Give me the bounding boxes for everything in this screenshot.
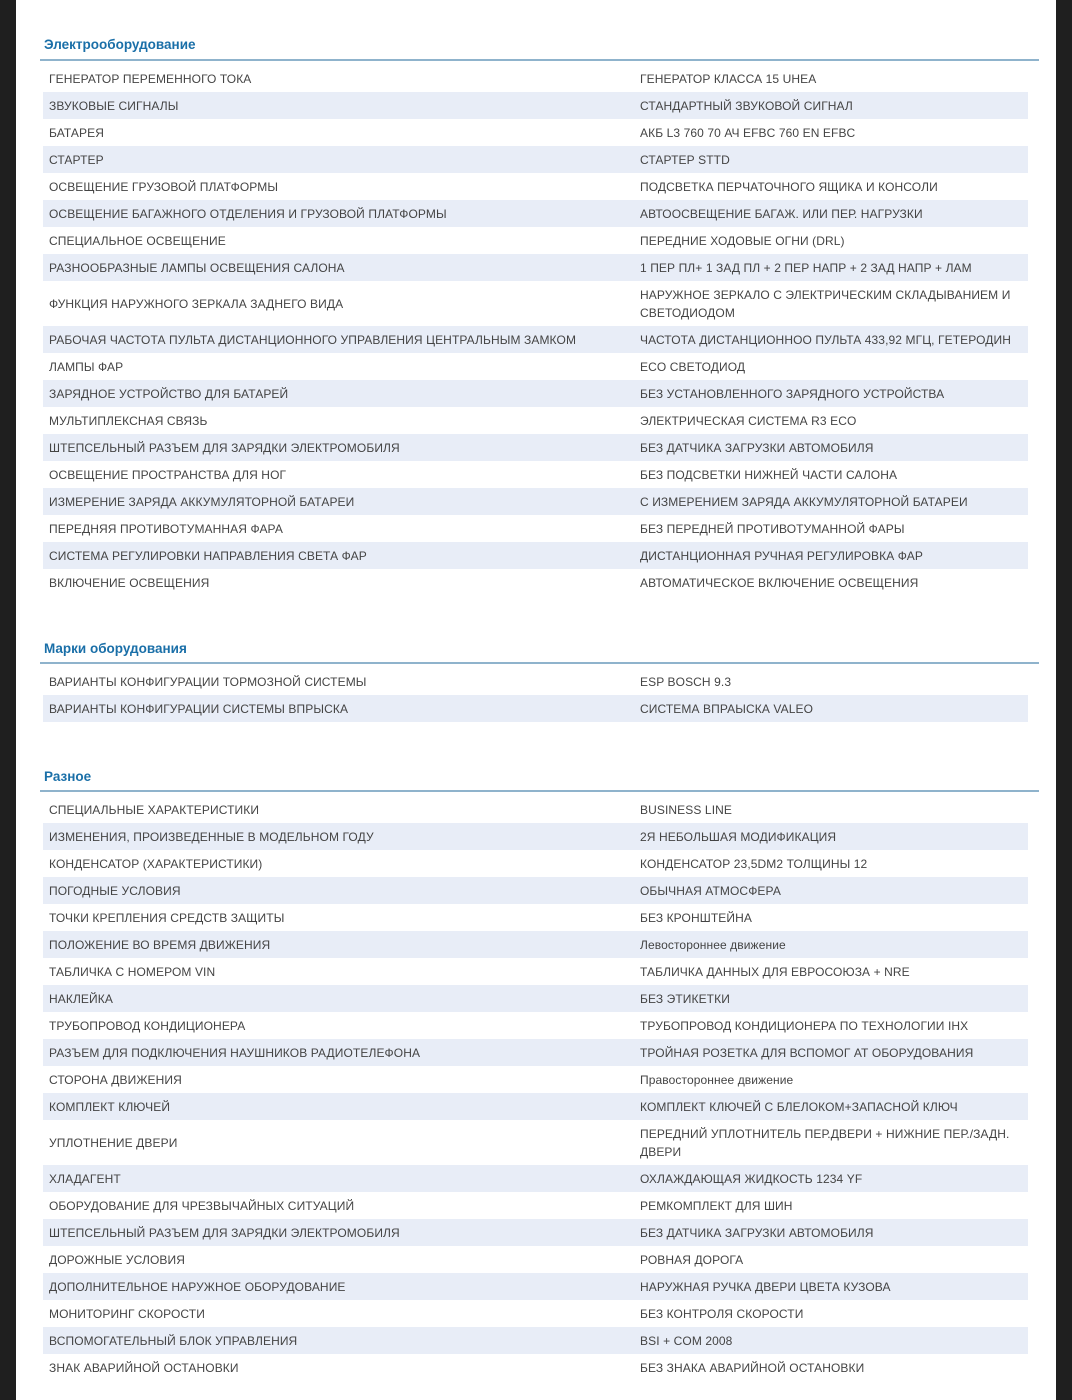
spec-value: 2Я НЕБОЛЬШАЯ МОДИФИКАЦИЯ <box>640 829 837 844</box>
spec-label: СИСТЕМА РЕГУЛИРОВКИ НАПРАВЛЕНИЯ СВЕТА ФАР <box>49 548 367 563</box>
spec-label: ОСВЕЩЕНИЕ БАГАЖНОГО ОТДЕЛЕНИЯ И ГРУЗОВОЙ ПЛАТФОРМЫ <box>49 206 447 221</box>
spec-label: КОНДЕНСАТОР (ХАРАКТЕРИСТИКИ) <box>49 856 263 871</box>
spec-label: ОСВЕЩЕНИЕ ПРОСТРАНСТВА ДЛЯ НОГ <box>49 467 287 482</box>
spec-value: БЕЗ КОНТРОЛЯ СКОРОСТИ <box>640 1306 804 1321</box>
table-row <box>43 1165 1028 1192</box>
spec-label: ЛАМПЫ ФАР <box>49 359 124 374</box>
spec-label: ЗВУКОВЫЕ СИГНАЛЫ <box>49 98 179 113</box>
table-row <box>43 668 1028 695</box>
spec-label: ТАБЛИЧКА С НОМЕРОМ VIN <box>49 964 216 979</box>
spec-value: ПЕРЕДНИЕ ХОДОВЫЕ ОГНИ (DRL) <box>640 233 845 248</box>
spec-value: ПЕРЕДНИЙ УПЛОТНИТЕЛЬ ПЕР.ДВЕРИ + НИЖНИЕ ПЕР./ЗАДН. ДВЕРИ <box>640 1126 1010 1159</box>
spec-label: ВСПОМОГАТЕЛЬНЫЙ БЛОК УПРАВЛЕНИЯ <box>49 1333 298 1348</box>
spec-value: БЕЗ ПОДСВЕТКИ НИЖНЕЙ ЧАСТИ САЛОНА <box>640 467 898 482</box>
spec-value: ЧАСТОТА ДИСТАНЦИОННОО ПУЛЬТА 433,92 МГЦ, ГЕТЕРОДИН <box>640 332 1011 347</box>
table-row <box>43 877 1028 904</box>
spec-value: СИСТЕМА ВПРАЫСКА VALEO <box>640 701 814 716</box>
section-title: Марки оборудования <box>44 641 187 656</box>
table-row <box>43 200 1028 227</box>
spec-value: БЕЗ ЭТИКЕТКИ <box>640 991 730 1006</box>
table-row <box>43 353 1028 380</box>
table-row <box>43 515 1028 542</box>
spec-value: ГЕНЕРАТОР КЛАССА 15 UHEA <box>640 71 817 86</box>
spec-label: ЗАРЯДНОЕ УСТРОЙСТВО ДЛЯ БАТАРЕЙ <box>49 386 289 401</box>
section-divider <box>40 59 1039 61</box>
table-row <box>43 254 1028 281</box>
spec-label: ГЕНЕРАТОР ПЕРЕМЕННОГО ТОКА <box>49 71 252 86</box>
spec-value: НАРУЖНАЯ РУЧКА ДВЕРИ ЦВЕТА КУЗОВА <box>640 1279 891 1294</box>
spec-value: БЕЗ ДАТЧИКА ЗАГРУЗКИ АВТОМОБИЛЯ <box>640 440 874 455</box>
spec-label: СТАРТЕР <box>49 152 104 167</box>
spec-value: BUSINESS LINE <box>640 802 732 817</box>
spec-table <box>43 65 1028 596</box>
spec-label: МУЛЬТИПЛЕКСНАЯ СВЯЗЬ <box>49 413 208 428</box>
spec-label: СПЕЦИАЛЬНЫЕ ХАРАКТЕРИСТИКИ <box>49 802 260 817</box>
spec-label: ИЗМЕНЕНИЯ, ПРОИЗВЕДЕННЫЕ В МОДЕЛЬНОМ ГОДУ <box>49 829 374 844</box>
table-row <box>43 1354 1028 1381</box>
spec-value: НАРУЖНОЕ ЗЕРКАЛО С ЭЛЕКТРИЧЕСКИМ СКЛАДЫВАНИЕМ И СВЕТОДИОДОМ <box>640 287 1011 320</box>
table-row <box>43 1246 1028 1273</box>
spec-label: ОСВЕЩЕНИЕ ГРУЗОВОЙ ПЛАТФОРМЫ <box>49 179 279 194</box>
spec-table <box>43 668 1028 722</box>
table-row <box>43 1327 1028 1354</box>
spec-value: BSI + COM 2008 <box>640 1333 733 1348</box>
spec-value: ТРОЙНАЯ РОЗЕТКА ДЛЯ ВСПОМОГ АТ ОБОРУДОВАНИЯ <box>640 1045 974 1060</box>
spec-page <box>16 0 1056 1400</box>
spec-value: ТАБЛИЧКА ДАННЫХ ДЛЯ ЕВРОСОЮЗА + NRE <box>640 964 910 979</box>
table-row <box>43 1093 1028 1120</box>
table-row <box>43 1300 1028 1327</box>
spec-label: РАЗЪЕМ ДЛЯ ПОДКЛЮЧЕНИЯ НАУШНИКОВ РАДИОТЕЛЕФОНА <box>49 1045 421 1060</box>
spec-label: СТОРОНА ДВИЖЕНИЯ <box>49 1072 182 1087</box>
table-row <box>43 850 1028 877</box>
table-row <box>43 958 1028 985</box>
spec-label: ПОГОДНЫЕ УСЛОВИЯ <box>49 883 181 898</box>
table-row <box>43 227 1028 254</box>
spec-label: РАБОЧАЯ ЧАСТОТА ПУЛЬТА ДИСТАНЦИОННОГО УПРАВЛЕНИЯ ЦЕНТРАЛЬНЫМ ЗАМКОМ <box>49 332 577 347</box>
table-row <box>43 380 1028 407</box>
table-row <box>43 695 1028 722</box>
table-row <box>43 569 1028 596</box>
spec-value: АВТОМАТИЧЕСКОЕ ВКЛЮЧЕНИЕ ОСВЕЩЕНИЯ <box>640 575 919 590</box>
table-row <box>43 1066 1028 1093</box>
spec-value: ECO СВЕТОДИОД <box>640 359 746 374</box>
section-divider <box>40 662 1039 664</box>
spec-label: ТОЧКИ КРЕПЛЕНИЯ СРЕДСТВ ЗАЩИТЫ <box>49 910 285 925</box>
table-row <box>43 65 1028 92</box>
spec-value: ОХЛАЖДАЮЩАЯ ЖИДКОСТЬ 1234 YF <box>640 1171 863 1186</box>
table-row <box>43 173 1028 200</box>
table-row <box>43 488 1028 515</box>
table-row <box>43 985 1028 1012</box>
table-row <box>43 1192 1028 1219</box>
table-row <box>43 1273 1028 1300</box>
spec-label: НАКЛЕЙКА <box>49 991 113 1006</box>
table-row <box>43 1039 1028 1066</box>
spec-label: ДОРОЖНЫЕ УСЛОВИЯ <box>49 1252 185 1267</box>
spec-value: Правостороннее движение <box>640 1072 794 1087</box>
spec-label: ХЛАДАГЕНТ <box>49 1171 121 1186</box>
spec-value: РОВНАЯ ДОРОГА <box>640 1252 744 1267</box>
spec-label: БАТАРЕЯ <box>49 125 104 140</box>
spec-value: ТРУБОПРОВОД КОНДИЦИОНЕРА ПО ТЕХНОЛОГИИ IHX <box>640 1018 969 1033</box>
spec-label: ЗНАК АВАРИЙНОЙ ОСТАНОВКИ <box>49 1360 239 1375</box>
spec-value: АКБ L3 760 70 АЧ EFBC 760 EN EFBC <box>640 125 856 140</box>
spec-label: ВАРИАНТЫ КОНФИГУРАЦИИ СИСТЕМЫ ВПРЫСКА <box>49 701 349 716</box>
spec-value: БЕЗ КРОНШТЕЙНА <box>640 910 752 925</box>
spec-label: ШТЕПСЕЛЬНЫЙ РАЗЪЕМ ДЛЯ ЗАРЯДКИ ЭЛЕКТРОМОБИЛЯ <box>49 1225 400 1240</box>
table-row <box>43 1219 1028 1246</box>
table-row <box>43 326 1028 353</box>
section-title: Электрооборудование <box>44 37 196 52</box>
spec-value: С ИЗМЕРЕНИЕМ ЗАРЯДА АККУМУЛЯТОРНОЙ БАТАРЕИ <box>640 494 968 509</box>
spec-label: УПЛОТНЕНИЕ ДВЕРИ <box>49 1135 178 1150</box>
table-row <box>43 119 1028 146</box>
spec-value: ESP BOSCH 9.3 <box>640 674 732 689</box>
spec-label: РАЗНООБРАЗНЫЕ ЛАМПЫ ОСВЕЩЕНИЯ САЛОНА <box>49 260 345 275</box>
table-row <box>43 823 1028 850</box>
spec-table <box>43 796 1028 1381</box>
spec-value: КОМПЛЕКТ КЛЮЧЕЙ С БЛЕЛОКОМ+ЗАПАСНОЙ КЛЮЧ <box>640 1099 958 1114</box>
spec-label: ПОЛОЖЕНИЕ ВО ВРЕМЯ ДВИЖЕНИЯ <box>49 937 271 952</box>
spec-value: СТАРТЕР STTD <box>640 152 730 167</box>
spec-label: ДОПОЛНИТЕЛЬНОЕ НАРУЖНОЕ ОБОРУДОВАНИЕ <box>49 1279 346 1294</box>
table-row <box>43 904 1028 931</box>
spec-label: КОМПЛЕКТ КЛЮЧЕЙ <box>49 1099 171 1114</box>
table-row <box>43 281 1028 326</box>
table-row <box>43 407 1028 434</box>
spec-value: Левостороннее движение <box>640 937 786 952</box>
spec-value: 1 ПЕР ПЛ+ 1 ЗАД ПЛ + 2 ПЕР НАПР + 2 ЗАД НАПР + ЛАМ <box>640 260 972 275</box>
spec-label: ОБОРУДОВАНИЕ ДЛЯ ЧРЕЗВЫЧАЙНЫХ СИТУАЦИЙ <box>49 1198 355 1213</box>
table-row <box>43 1120 1028 1165</box>
spec-value: АВТООСВЕЩЕНИЕ БАГАЖ. ИЛИ ПЕР. НАГРУЗКИ <box>640 206 923 221</box>
spec-value: ПОДСВЕТКА ПЕРЧАТОЧНОГО ЯЩИКА И КОНСОЛИ <box>640 179 938 194</box>
spec-value: ДИСТАНЦИОННАЯ РУЧНАЯ РЕГУЛИРОВКА ФАР <box>640 548 923 563</box>
table-row <box>43 92 1028 119</box>
table-row <box>43 1012 1028 1039</box>
spec-value: БЕЗ ПЕРЕДНЕЙ ПРОТИВОТУМАННОЙ ФАРЫ <box>640 521 905 536</box>
table-row <box>43 461 1028 488</box>
table-row <box>43 146 1028 173</box>
section-title: Разное <box>44 769 92 784</box>
section-divider <box>40 790 1039 792</box>
spec-label: СПЕЦИАЛЬНОЕ ОСВЕЩЕНИЕ <box>49 233 226 248</box>
spec-value: КОНДЕНСАТОР 23,5DM2 ТОЛЩИНЫ 12 <box>640 856 868 871</box>
spec-value: БЕЗ УСТАНОВЛЕННОГО ЗАРЯДНОГО УСТРОЙСТВА <box>640 386 945 401</box>
spec-label: ВАРИАНТЫ КОНФИГУРАЦИИ ТОРМОЗНОЙ СИСТЕМЫ <box>49 674 367 689</box>
spec-label: ТРУБОПРОВОД КОНДИЦИОНЕРА <box>49 1018 246 1033</box>
table-row <box>43 796 1028 823</box>
spec-value: БЕЗ ЗНАКА АВАРИЙНОЙ ОСТАНОВКИ <box>640 1360 865 1375</box>
spec-label: ФУНКЦИЯ НАРУЖНОГО ЗЕРКАЛА ЗАДНЕГО ВИДА <box>49 296 344 311</box>
spec-value: СТАНДАРТНЫЙ ЗВУКОВОЙ СИГНАЛ <box>640 98 853 113</box>
table-row <box>43 434 1028 461</box>
table-row <box>43 931 1028 958</box>
spec-label: МОНИТОРИНГ СКОРОСТИ <box>49 1306 205 1321</box>
spec-label: ПЕРЕДНЯЯ ПРОТИВОТУМАННАЯ ФАРА <box>49 521 283 536</box>
spec-label: ИЗМЕРЕНИЕ ЗАРЯДА АККУМУЛЯТОРНОЙ БАТАРЕИ <box>49 494 355 509</box>
spec-value: БЕЗ ДАТЧИКА ЗАГРУЗКИ АВТОМОБИЛЯ <box>640 1225 874 1240</box>
spec-value: ЭЛЕКТРИЧЕСКАЯ СИСТЕМА R3 ECO <box>640 413 857 428</box>
spec-value: РЕМКОМПЛЕКТ ДЛЯ ШИН <box>640 1198 793 1213</box>
spec-label: ШТЕПСЕЛЬНЫЙ РАЗЪЕМ ДЛЯ ЗАРЯДКИ ЭЛЕКТРОМОБИЛЯ <box>49 440 400 455</box>
spec-label: ВКЛЮЧЕНИЕ ОСВЕЩЕНИЯ <box>49 575 210 590</box>
table-row <box>43 542 1028 569</box>
spec-value: ОБЫЧНАЯ АТМОСФЕРА <box>640 883 781 898</box>
